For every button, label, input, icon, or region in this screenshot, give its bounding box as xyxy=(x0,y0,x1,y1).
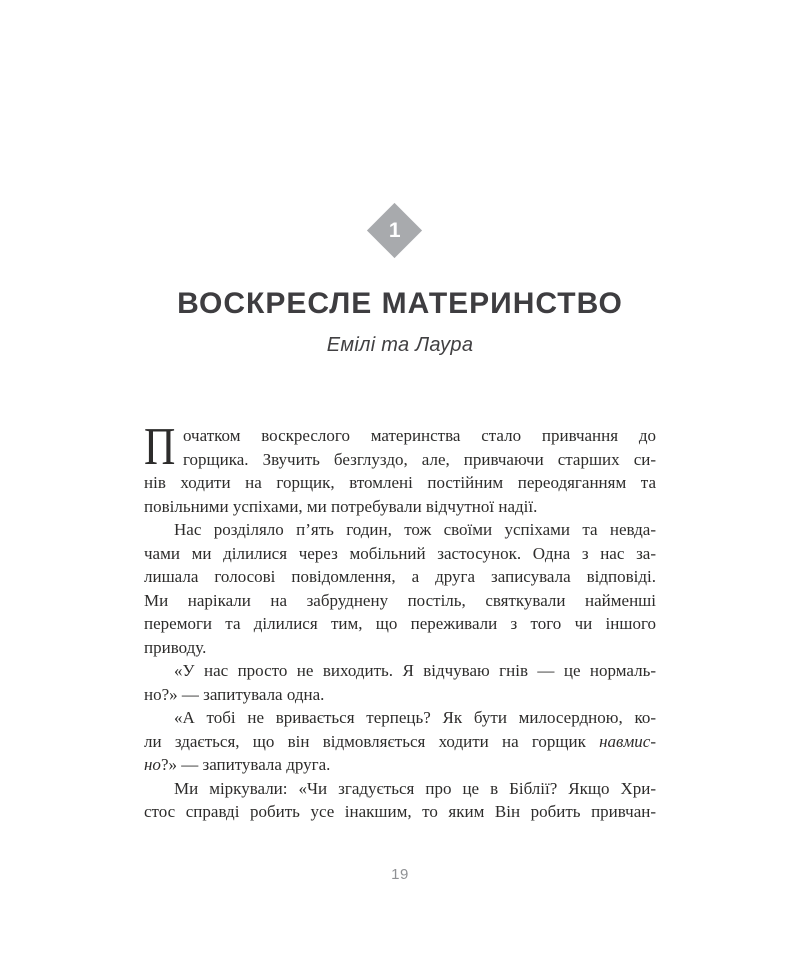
chapter-number: 1 xyxy=(388,219,400,242)
text-line: повільними успіхами, ми потребували відчутної надії. xyxy=(144,496,538,516)
text-line: «А тобі не вривається терпець? Як бути милосердною, ко- xyxy=(174,708,656,727)
text-line: очатком воскреслого материнства стало привчання до xyxy=(183,426,656,445)
page-number: 19 xyxy=(391,866,409,883)
text-line: «У нас просто не виходить. Я відчуваю гнів — це нормаль- xyxy=(174,661,656,680)
body-text xyxy=(144,418,656,824)
text-line: перемоги та ділилися тим, що переживали з того чи іншого xyxy=(144,614,656,633)
diamond-icon xyxy=(366,203,421,258)
paragraph xyxy=(144,777,656,824)
text-line: Ми міркували: «Чи згадується про це в Біблії? Якщо Хри- xyxy=(174,778,656,798)
chapter-number-badge xyxy=(0,211,788,250)
text-line: чами ми ділилися через мобільний застосунок. Одна з нас за- xyxy=(144,543,656,563)
text-line: Нас розділяло п’ять годин, тож своїми успіхами та невда- xyxy=(174,520,656,539)
paragraph xyxy=(144,659,656,706)
text-line: стос справді робить усе інакшим, то яким Він робить привчан- xyxy=(144,802,656,821)
text-line: ли здається, що він відмовляється ходити на горщик навмис- xyxy=(144,731,656,751)
paragraph xyxy=(144,518,656,659)
text-line: но?» — запитувала друга. xyxy=(144,755,331,774)
text-line: Ми нарікали на забруднену постіль, святкували найменші xyxy=(144,590,656,610)
chapter-title: ВОСКРЕСЛЕ МАТЕРИНСТВО xyxy=(177,287,623,320)
chapter-subtitle: Емілі та Лаура xyxy=(326,334,474,356)
text-line: горщика. Звучить безглуздо, але, привчаючи старших си- xyxy=(183,449,656,469)
text-line: лишала голосові повідомлення, а друга записувала відповіді. xyxy=(144,567,656,586)
paragraph xyxy=(144,418,656,518)
drop-cap: П xyxy=(144,418,176,476)
text-line: нів ходити на горщик, втомлені постійним переодяганням та xyxy=(144,473,656,492)
text-line: приводу. xyxy=(144,637,207,657)
text-line: но?» — запитувала одна. xyxy=(144,684,325,704)
paragraph xyxy=(144,706,656,777)
